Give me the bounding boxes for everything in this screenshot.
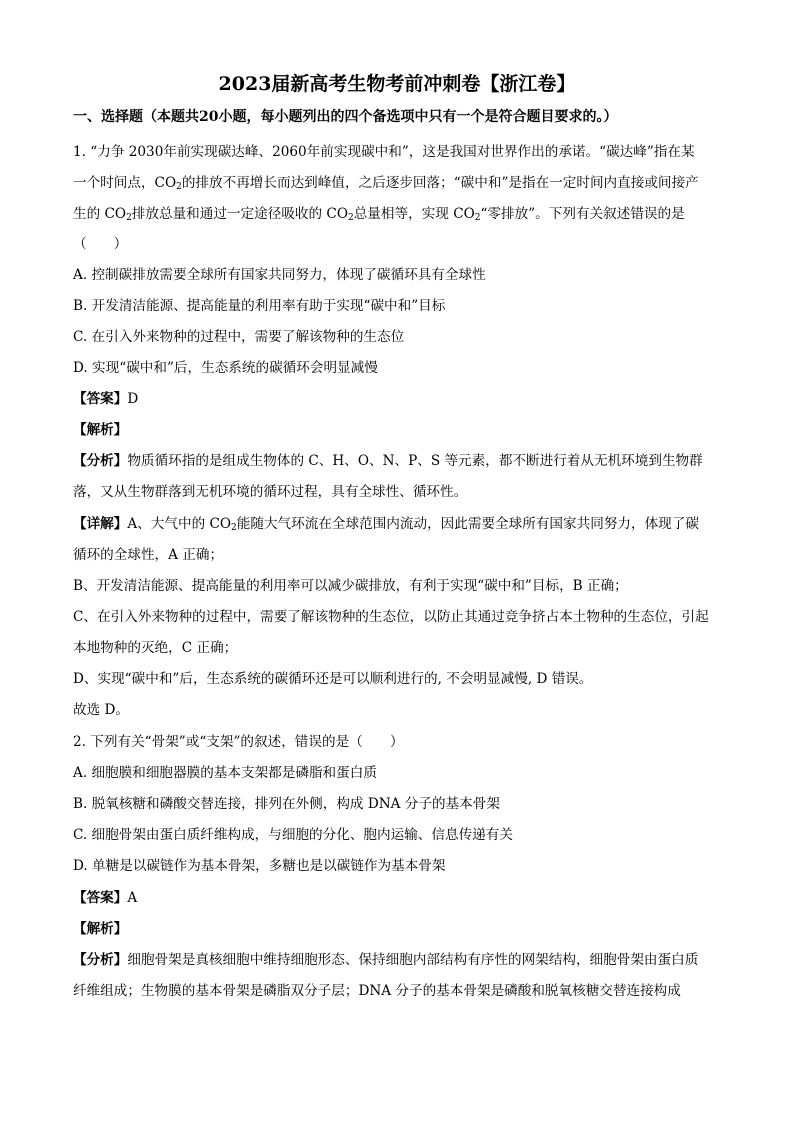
- q1-detail-b: B、开发清洁能源、提高能量的利用率可以减少碳排放，有利于实现“碳中和”目标，B 正确；: [73, 578, 628, 594]
- q1-detail-d: D、实现“碳中和”后，生态系统的碳循环还是可以顺利进行的, 不会明显减慢, D 错误。: [73, 671, 593, 687]
- q2-option-a: A. 细胞膜和细胞器膜的基本支架都是磷脂和蛋白质: [73, 765, 377, 781]
- q1-option-b: B. 开发清洁能源、提高能量的利用率有助于实现“碳中和”目标: [73, 298, 446, 314]
- q2-analysis-line-2: 纤维组成；生物膜的基本骨架是磷脂双分子层；DNA 分子的基本骨架是磷酸和脱氧核糖交替连接构成: [73, 983, 681, 999]
- q1-option-d: D. 实现“碳中和”后，生态系统的碳循环会明显减慢: [73, 360, 378, 376]
- q1-stem-line-2: [73, 172, 723, 194]
- q2-option-c: C. 细胞骨架由蛋白质纤维构成，与细胞的分化、胞内运输、信息传递有关: [73, 827, 513, 843]
- q1-option-c: C. 在引入外来物种的过程中，需要了解该物种的生态位: [73, 329, 405, 345]
- q1-detail-c-line-1: C、在引入外来物种的过程中，需要了解该物种的生态位，以防止其通过竞争挤占本土物种的生态位，引起: [73, 609, 709, 625]
- q1-stem-text: “零排放”。下列有关叙述错误的是: [480, 206, 685, 222]
- fenxi-tag: 【分析】: [73, 952, 128, 968]
- detail-text: 能随大气环流在全球范围内流动，因此需要全球所有国家共同努力，体现了碳: [236, 516, 699, 532]
- q2-analysis-line-1: [73, 949, 723, 971]
- q1-stem-line-1: 1. “力争 2030年前实现碳达峰、2060年前实现碳中和”，这是我国对世界作出的承诺。“碳达峰”指在某: [73, 144, 695, 160]
- q2-option-d: D. 单糖是以碳链作为基本骨架，多糖也是以碳链作为基本骨架: [73, 858, 446, 874]
- q2-stem: 2. 下列有关“骨架”或“支架”的叙述，错误的是（ ）: [73, 734, 404, 750]
- answer-value: D: [127, 391, 139, 407]
- q1-answer: [73, 388, 723, 410]
- xiangjie-tag: 【详解】: [73, 516, 128, 532]
- answer-value: A: [127, 890, 138, 906]
- q1-stem-text: 总量相等，实现 CO: [353, 206, 475, 222]
- co2-subscript: 2: [474, 213, 481, 223]
- co2-subscript: 2: [347, 213, 354, 223]
- q1-analysis-line-2: 落，又从生物群落到无机环境的循环过程，具有全球性、循环性。: [73, 484, 468, 500]
- q1-option-a: A. 控制碳排放需要全球所有国家共同努力，体现了碳循环具有全球性: [73, 267, 486, 283]
- q1-stem-text: 一个时间点，CO: [73, 175, 177, 191]
- answer-tag: 【答案】: [73, 391, 128, 407]
- q2-analysis-tag: 【解析】: [73, 921, 128, 937]
- fenxi-text: 细胞骨架是真核细胞中维持细胞形态、保持细胞内部结构有序性的网架结构，细胞骨架由蛋白质: [127, 952, 699, 968]
- q1-answer-blank: （ ）: [73, 236, 128, 252]
- q1-detail-a-line-1: [73, 513, 723, 535]
- fenxi-text: 物质循环指的是组成生物体的 C、H、O、N、P、S 等元素，都不断进行着从无机环境到生物群: [127, 453, 703, 469]
- q1-detail-c-line-2: 本地物种的灭绝，C 正确；: [73, 640, 238, 656]
- detail-text: A、大气中的 CO: [127, 516, 232, 532]
- co2-subscript: 2: [126, 213, 132, 223]
- co2-subscript: 2: [176, 182, 182, 192]
- q1-analysis-line-1: [73, 450, 723, 472]
- q1-conclusion: 故选 D。: [73, 702, 130, 718]
- q1-stem-text: 的排放不再增长而达到峰值，之后逐步回落；“碳中和”是指在一定时间内直接或间接产: [181, 175, 699, 191]
- q1-stem-text: 排放总量和通过一定途径吸收的 CO: [131, 206, 348, 222]
- fenxi-tag: 【分析】: [73, 453, 128, 469]
- section-heading: 一、选择题（本题共20小题，每小题列出的四个备选项中只有一个是符合题目要求的。）: [73, 109, 618, 125]
- page-title: 2023届新高考生物考前冲刺卷【浙江卷】: [218, 73, 576, 95]
- q1-detail-a-line-2: 循环的全球性，A 正确；: [73, 547, 224, 563]
- q1-stem-text: 生的 CO: [73, 206, 127, 222]
- co2-subscript: 2: [231, 523, 237, 533]
- q1-stem-line-3: [73, 203, 723, 225]
- q2-option-b: B. 脱氧核糖和磷酸交替连接，排列在外侧，构成 DNA 分子的基本骨架: [73, 796, 500, 812]
- answer-tag: 【答案】: [73, 890, 128, 906]
- q2-answer: [73, 887, 723, 909]
- q1-analysis-tag: 【解析】: [73, 422, 128, 438]
